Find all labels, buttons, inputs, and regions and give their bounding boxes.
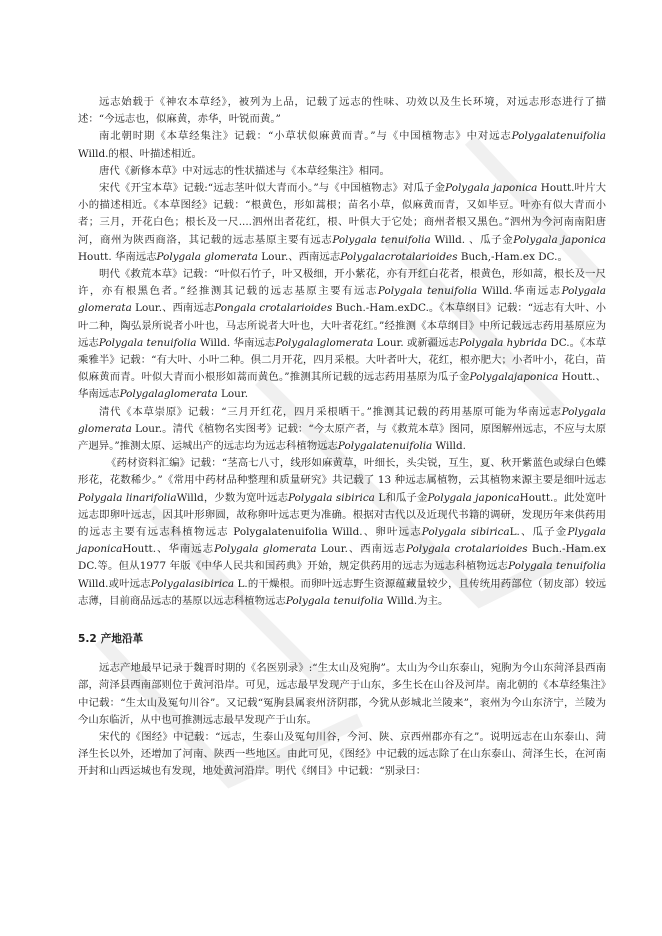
text-run: Willd.或叶远志 — [78, 577, 151, 590]
latin-name: Polygalatenuifolia — [337, 440, 433, 453]
latin-name: Polygala tenuifolia — [377, 285, 478, 298]
body-part-2 — [78, 660, 606, 780]
latin-name: Polygala sibirica — [288, 491, 375, 504]
paragraph — [78, 94, 606, 128]
document-page — [78, 94, 606, 781]
text-run: Houtt.叶片大小的描述相近。《本草图经》记载：“根黄色，形如蒿根；苗名小草，似麻黄而青，又如毕豆。叶亦有似大青而小者；三月，开花白色；根长及一尺....泗州出者花红，根、叶俱大于它处；商州者根又黑色。”泗州为今河南南阳唐河，商州为陕西商洛，其记载的远志基原主要有远志 — [78, 182, 607, 246]
latin-name: Polygala japonica — [427, 491, 520, 504]
paragraph — [78, 660, 606, 729]
text-run: Houtt. 华南远志 — [78, 250, 157, 263]
latin-name: Polygala hybrida — [458, 336, 548, 349]
text-run: Houtt.、华南远志 — [78, 371, 607, 401]
latin-name: Polygala crotalarioides — [405, 543, 528, 556]
latin-name: Polygalacrotalarioides — [340, 250, 458, 263]
text-run: 远志产地最早记录于魏晋时期的《名医别录》:“生太山及宛朐”。太山为今山东泰山，宛朐为今山东菏泽县西南部，菏泽县西南部则位于黄河沿岸。可见，远志最早发现产于山东，多生长在山谷及河岸。南北朝的《本草经集注》中记载：“生太山及冤句川谷”。又记载“冤朐县属衮州济阴郡，今犹从彭城北兰陵来”，衮州为今山东济宁，兰陵为今山东临沂，从中也可推测远志最早发现产于山东。 — [78, 662, 606, 726]
latin-name: Polygalaglomerata — [119, 388, 218, 401]
section-number: 5.2 — [78, 633, 97, 646]
latin-name: Polygala tenuifolia — [508, 560, 606, 573]
latin-name: Pongala crotalarioides — [214, 302, 333, 315]
latin-name: Polygala linarifolia — [78, 491, 177, 504]
text-run: Lour.、西南远志 — [131, 302, 215, 315]
text-run: Lour.、西南远志 — [257, 250, 341, 263]
text-run: Buch.-Ham.exDC.。《本草纲目》记载：“远志有大叶、小叶二种，陶弘景所说者小叶也，马志所说者大叶也，大叶者花红。”经推测《本草纲目》中所记载远志药用基原应为远志 — [78, 302, 606, 349]
text-run: 南北朝时期《本草经集注》记载：“小草状似麻黄而青。”与《中国植物志》中对远志 — [99, 130, 512, 143]
text-run: Houtt.、华南远志 — [122, 543, 215, 556]
latin-name: Plygala japonica — [78, 526, 607, 556]
text-run: Willd，少数为宽叶远志 — [176, 491, 289, 504]
latin-name: Polygala tenuifolia — [285, 594, 384, 607]
text-run: Willd. 、瓜子金 — [430, 233, 514, 246]
text-run: 宋代《开宝本草》记载:“远志茎叶似大青而小。”与《中国植物志》对瓜子金 — [99, 182, 446, 195]
section-heading — [78, 632, 606, 646]
paragraph — [78, 729, 606, 781]
section-title: 产地沿革 — [100, 633, 144, 646]
latin-name: Polygala tenuifolia — [98, 336, 197, 349]
paragraph — [78, 266, 606, 404]
text-run: Willd. — [432, 440, 466, 453]
text-run: Lour. 或新疆远志 — [373, 336, 459, 349]
paragraph — [78, 163, 606, 180]
latin-name: Polygalasibirica — [150, 577, 235, 590]
latin-name: Polygala japonica — [445, 182, 538, 195]
latin-name: Polygala glomerata — [78, 405, 606, 435]
latin-name: Polygalaglomerata — [275, 336, 374, 349]
paragraph — [78, 455, 606, 610]
text-run: Willd.华南远志 — [477, 285, 562, 298]
text-run: Lour.、西南远志 — [316, 543, 406, 556]
text-run: 宋代的《图经》中记载：“远志，生泰山及冤句川谷，今河、陕、京西州郡亦有之”。说明远志在山东泰山、菏泽生长以外，还增加了河南、陕西一些地区。由此可见，《图经》中记载的远志除了在山东泰山、菏泽生长，在河南开封和山西运城也有发现，地处黄河沿岸。明代《纲目》中记载：“别录曰： — [78, 730, 606, 778]
text-run: Buch,-Ham.ex DC.。 — [457, 250, 568, 263]
text-run: Willd.的根、叶描述相近。 — [78, 147, 202, 160]
latin-name: Polygala sibirica — [421, 526, 510, 539]
latin-name: Polygala japonica — [513, 233, 607, 246]
text-run: L.的干燥根。而卵叶远志野生资源蕴藏量较少，且传统用药部位（韧皮部）较远志薄，目前商品远志的基原以远志科植物远志 — [78, 577, 607, 607]
text-run: 唐代《新修本草》中对远志的性状描述与《本草经集注》相同。 — [99, 164, 390, 177]
text-run: Willd.为主。 — [383, 594, 449, 607]
text-run: 《药材资料汇编》记载：“茎高七八寸，线形如麻黄草，叶细长，头尖锐，互生，夏、秋开紫蓝色或绿白色蝶形花，花数稀少。”《常用中药材品种整理和质量研究》共记载了 13 种远志属植物，云其植物来源主要是细叶远志 — [78, 457, 606, 487]
text-run: Willd. 华南远志 — [196, 336, 276, 349]
latin-name: Polygala tenuifolia — [332, 233, 431, 246]
text-run: Buch.-Ham.ex DC.等。但从1977 年版《中华人民共和国药典》开始，规定供药用的远志为远志科植物远志 — [78, 543, 606, 573]
text-run: Lour.。清代《植物名实图考》记载：“今太原产者，与《救荒本草》图同，原图解州远志，不应与太原产迥异。”推测太原、运城出产的远志均为远志科植物远志 — [78, 422, 606, 453]
text-run: 远志始载于《神农本草经》，被列为上品，记载了远志的性味、功效以及生长环境，对远志形态进行了描述：“今远志也，似麻黄，赤华，叶锐而黄。” — [78, 96, 606, 126]
text-run: DC.。《本草乘雅半》记载：“有大叶、小叶二种。倶二月开花，四月采根。大叶者叶大，花红，根亦肥大；小者叶小，花白，苗似麻黄而青。叶似大青而小根形如蒿而黄色。”推测其所记载的远志药用基原为瓜子金 — [78, 336, 606, 384]
text-run: L.、瓜子金 — [509, 526, 568, 539]
latin-name: Polygalatenuifolia — [511, 130, 606, 143]
body-part-1 — [78, 94, 606, 610]
latin-name: Polygala glomerata — [214, 543, 317, 556]
text-run: L和瓜子金 — [374, 491, 428, 504]
paragraph — [78, 180, 606, 266]
paragraph — [78, 128, 606, 162]
text-run: 明代《救荒本草》记载：“叶似石竹子，叶又极细，开小紫花，亦有开红白花者，根黄色，形如蒿，根长及一尺许，亦有根黑色者。”经推测其记载的远志基原主要有远志 — [78, 268, 606, 298]
latin-name: Polygala glomerata — [78, 285, 606, 315]
latin-name: Polygalajaponica — [469, 371, 559, 384]
latin-name: Polygala glomerata — [156, 250, 258, 263]
paragraph — [78, 404, 606, 456]
text-run: Houtt.。此处宽叶远志即卵叶远志，因其叶形卵圆，故称卵叶远志更为准确。根据对古代以及近现代书籍的调研，发现历年来供药用的远志主要有远志科植物远志 Polygalatenuifolia Willd.、卵叶远志 — [78, 491, 606, 539]
text-run: 清代《本草崇原》记载：“三月开红花，四月采根晒干。”推测其记载的药用基原可能为华南远志 — [99, 405, 562, 418]
text-run: Lour. — [217, 388, 248, 401]
